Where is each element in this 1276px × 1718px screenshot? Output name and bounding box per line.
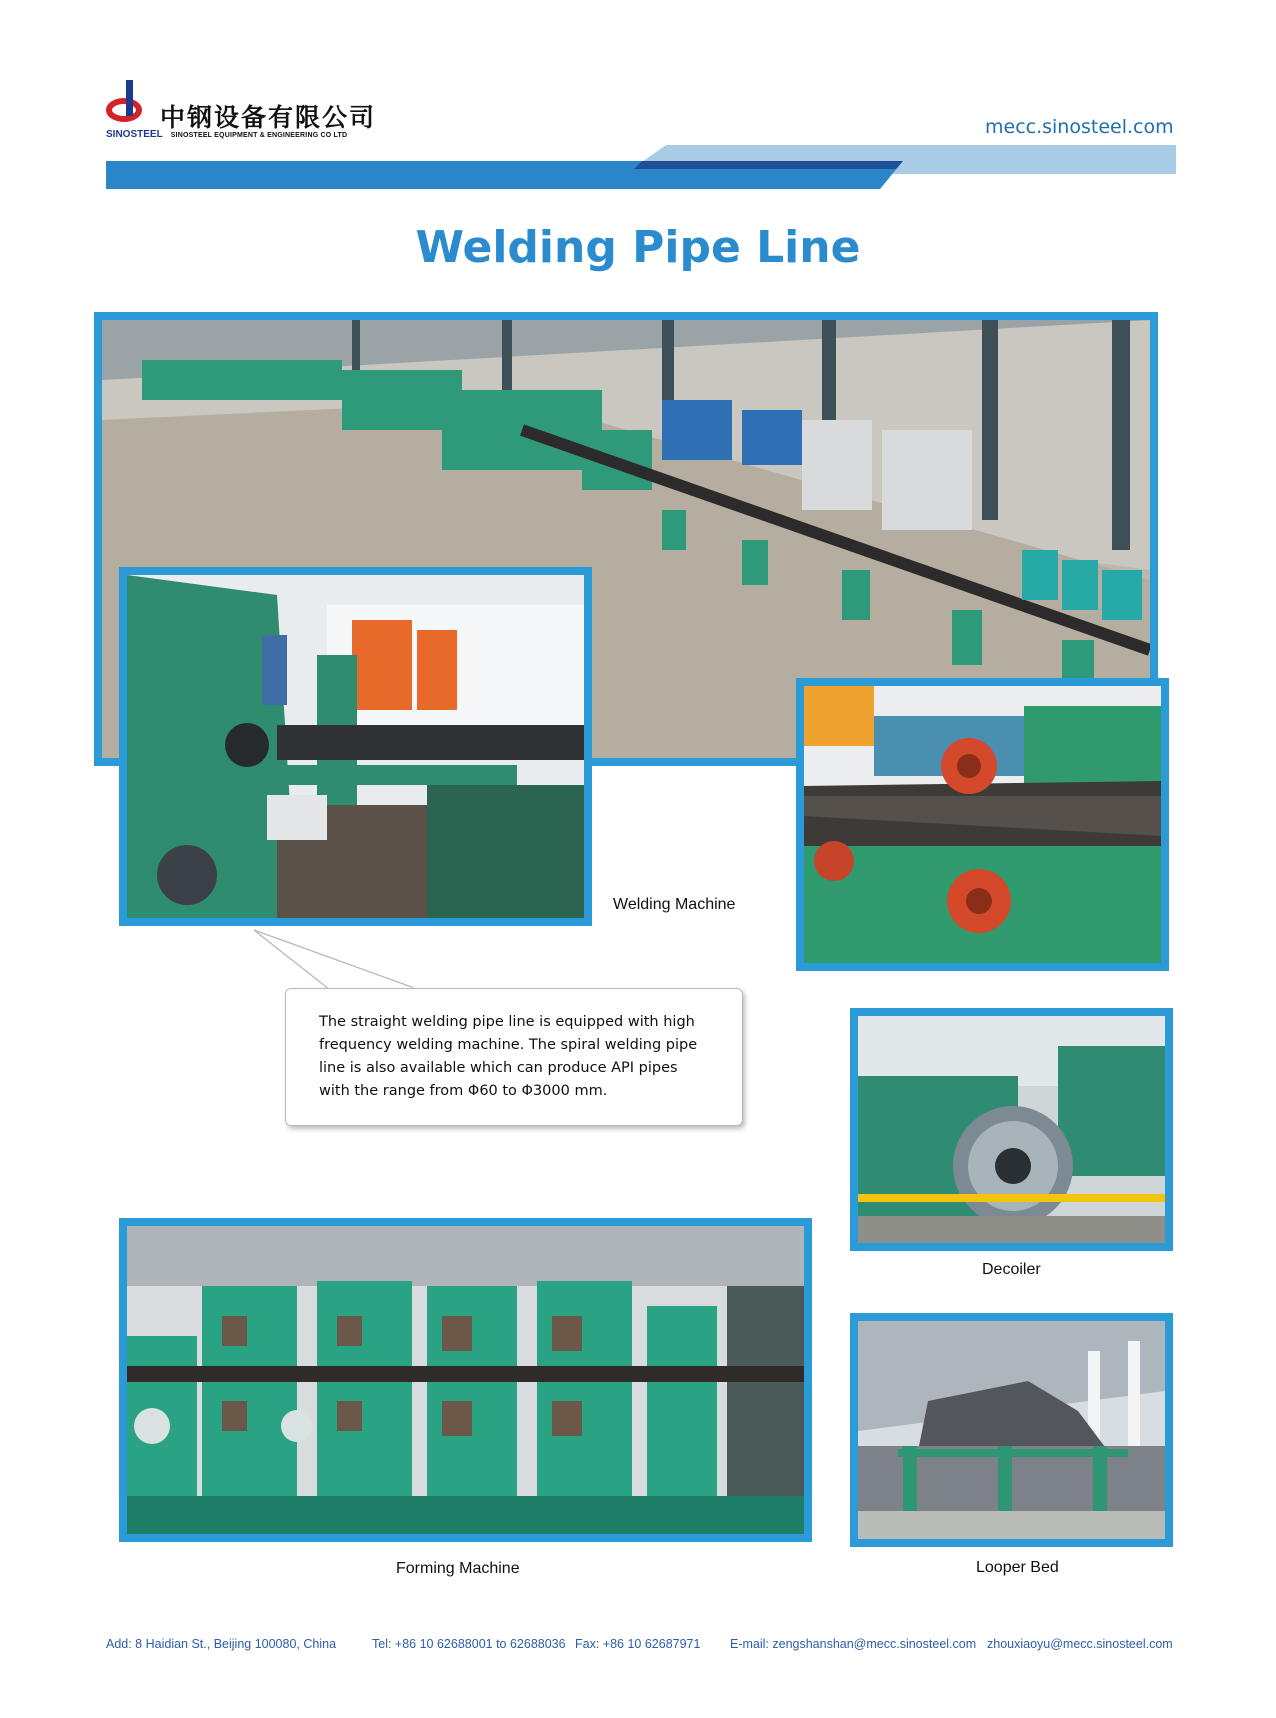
looper-bed-photo [850,1313,1173,1547]
caption-decoiler: Decoiler [982,1261,1041,1278]
caption-looper-bed: Looper Bed [976,1559,1059,1576]
website-url[interactable]: mecc.sinosteel.com [985,116,1174,138]
description-callout [285,988,743,1126]
welding-area-photo [119,567,592,926]
footer-email[interactable]: E-mail: zengshanshan@mecc.sinosteel.com [730,1637,977,1651]
forming-machine-photo [119,1218,812,1542]
footer-fax: Fax: +86 10 62687971 [575,1637,701,1651]
page-title: Welding Pipe Line [415,222,861,273]
caption-welding-machine: Welding Machine [613,896,736,913]
company-name-english [106,129,347,140]
decoiler-photo [850,1008,1173,1251]
callout-pointer [250,928,450,992]
footer-telephone: Tel: +86 10 62688001 to 62688036 [372,1637,566,1651]
sinosteel-logo-icon [106,80,154,128]
footer-address: Add: 8 Haidian St., Beijing 100080, China [106,1637,337,1651]
caption-forming-machine: Forming Machine [396,1560,520,1577]
company-full-name: SINOSTEEL EQUIPMENT & ENGINEERING CO LTD [170,132,348,139]
welding-machine-photo [796,678,1169,971]
header-banner-bars [106,145,1176,191]
footer-email-secondary[interactable]: zhouxiaoyu@mecc.sinosteel.com [987,1637,1173,1651]
callout-text: The straight welding pipe line is equipped with high frequency welding machine. The spiral welding pipe line is also available which can produce API pipes with the range from Φ60 to Φ3000 mm. [319,1014,698,1099]
company-name-chinese: 中钢设备有限公司 [160,103,377,132]
brand-name: SINOSTEEL [106,129,163,140]
